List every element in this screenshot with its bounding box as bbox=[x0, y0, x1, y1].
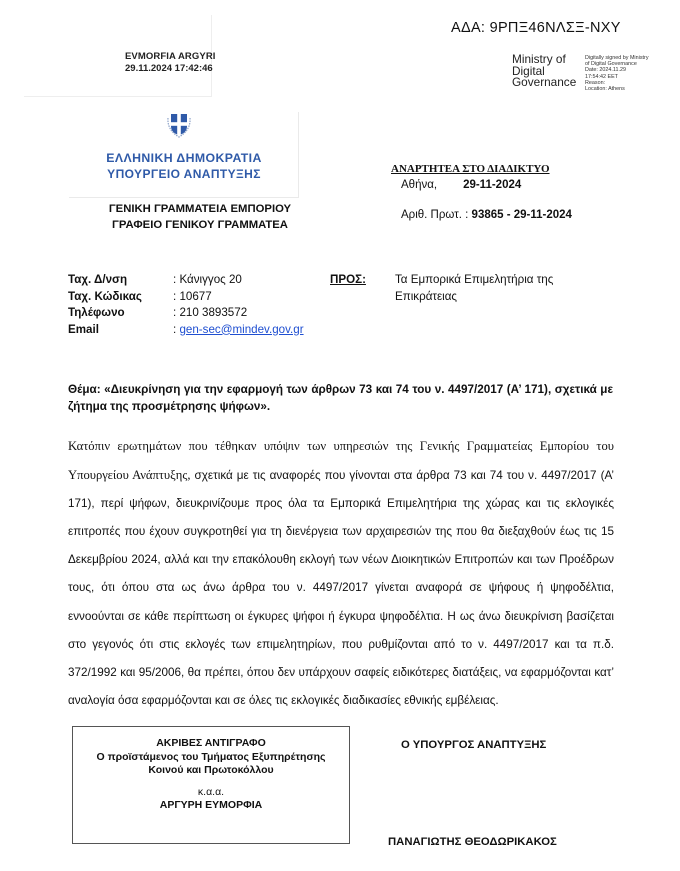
sig-detail-line: 17:54:42 EET bbox=[585, 73, 618, 80]
certified-copy-box bbox=[72, 726, 350, 844]
email-link[interactable]: gen-sec@mindev.gov.gr bbox=[179, 322, 304, 336]
body-main: σχετικά με τις αναφορές που γίνονται στα άρθρα 73 και 74 του ν. 4497/2017 (Α’ 171), περί ψήφων, διευκρινίζουμε προς όλα τα Εμπορικά Επιμελητήρια της χώρας και τις εκλογικές επιτροπές που έχουν συγκροτηθεί για τη διενέργεια των αρχαιρεσιών της που θα διεξαχθούν έως τις 15 Δεκεμβρίου 2024, αλλά και την επακόλουθη εκλογή των νέων Διοικητικών Επιτροπών και των Προέδρων τους, ότι όπου στα ως άνω άρθρα του ν. 4497/2017 γίνεται αναφορά σε ψήφους ή ψηφοδέλτια, εννοούνται σε κάθε περίπτωση οι έγκυρες ψήφοι ή έγκυρα ψηφοδέλτια. Η ως άνω διευκρίνιση βασίζεται στο γεγονός ότι στις εκλογές των επιμελητηρίων, που ρυθμίζονται από το ν. 4497/2017 και τα π.δ. 372/1992 και 95/2006, θα πρέπει, όπου δεν υπάρχουν σαφείς ειδικότερες διατάξεις, να εφαρμόζονται κατ’ αναλογία όσα εφαρμόζονται και σε όλες τις εκλογικές διαδικασίες εθνικής εμβέλειας. bbox=[68, 469, 614, 707]
logo-country-name: ΕΛΛΗΝΙΚΗ ΔΗΜΟΚΡΑΤΙΑ bbox=[106, 151, 262, 165]
greek-coat-of-arms-icon bbox=[164, 108, 194, 140]
place-date bbox=[401, 179, 521, 191]
contact-value: : Κάνιγγος 20 bbox=[173, 273, 242, 286]
contact-label: Ταχ. Κώδικας bbox=[68, 289, 142, 303]
document-date: 29-11-2024 bbox=[463, 179, 522, 191]
ada-code: ΑΔΑ: 9ΡΠΞ46ΝΛΣΞ-ΝΧΥ bbox=[451, 20, 621, 36]
certified-copy-name: ΑΡΓΥΡΗ ΕΥΜΟΡΦΙΑ bbox=[159, 799, 263, 811]
sig-detail-line: Reason: bbox=[585, 79, 606, 86]
certified-copy-kaa: κ.α.α. bbox=[197, 786, 225, 798]
place: Αθήνα, bbox=[401, 179, 438, 191]
digital-signature-org bbox=[512, 54, 576, 89]
contact-label: Τηλέφωνο bbox=[68, 306, 125, 319]
sig-detail-line: Location: Athens bbox=[585, 86, 625, 93]
logo-ministry-name: ΥΠΟΥΡΓΕΙΟ ΑΝΑΠΤΥΞΗΣ bbox=[107, 167, 261, 181]
contact-value: : 10677 bbox=[173, 289, 212, 303]
contact-block bbox=[68, 272, 304, 338]
sig-org-line: Governance bbox=[512, 75, 577, 89]
certified-copy-role: Ο προϊστάμενος του Τμήματος Εξυπηρέτησης bbox=[96, 751, 326, 763]
digital-signature-details bbox=[585, 55, 649, 92]
sig-org-line: Ministry of bbox=[512, 52, 566, 66]
contact-row-postcode bbox=[68, 289, 304, 306]
recipient-label: ΠΡΟΣ: bbox=[330, 273, 366, 286]
stamp-signer-name: EVMORFIA ARGYRI bbox=[125, 51, 216, 62]
contact-row-email bbox=[68, 322, 304, 339]
sig-detail-line: of Digital Governance bbox=[585, 61, 637, 68]
body-paragraph bbox=[68, 432, 614, 715]
email-link[interactable]: : bbox=[173, 322, 180, 336]
certified-copy-title: ΑΚΡΙΒΕΣ ΑΝΤΙΓΡΑΦΟ bbox=[156, 737, 266, 749]
protocol-value: 93865 - 29-11-2024 bbox=[471, 209, 572, 221]
certified-copy-role: Κοινού και Πρωτοκόλλου bbox=[148, 764, 274, 776]
protocol-label: Αριθ. Πρωτ. : bbox=[401, 209, 472, 221]
protocol-number bbox=[401, 209, 572, 221]
contact-value: : 210 3893572 bbox=[173, 306, 248, 319]
post-online-label: ΑΝΑΡΤΗΤΕΑ ΣΤΟ ΔΙΑΔΙΚΤΥΟ bbox=[391, 163, 550, 175]
recipient-value: Τα Εμπορικά Επιμελητήρια της Επικράτειας bbox=[395, 273, 554, 303]
department-name: ΓΕΝΙΚΗ ΓΡΑΜΜΑΤΕΙΑ ΕΜΠΟΡΙΟΥ bbox=[108, 203, 292, 215]
contact-value bbox=[173, 322, 304, 339]
sig-org-line: Digital bbox=[512, 63, 545, 78]
office-name: ΓΡΑΦΕΙΟ ΓΕΝΙΚΟΥ ΓΡΑΜΜΑΤΕΑ bbox=[112, 219, 288, 231]
signatory-title: Ο ΥΠΟΥΡΓΟΣ ΑΝΑΠΤΥΞΗΣ bbox=[401, 739, 547, 751]
stamp-datetime: 29.11.2024 17:42:46 bbox=[125, 63, 213, 74]
contact-label: Ταχ. Δ/νση bbox=[68, 273, 128, 286]
signatory-name: ΠΑΝΑΓΙΩΤΗΣ ΘΕΟΔΩΡΙΚΑΚΟΣ bbox=[388, 836, 557, 848]
contact-row-phone bbox=[68, 305, 304, 322]
sig-detail-line: Digitally signed by Ministry bbox=[585, 55, 649, 61]
sig-detail-line: Date: 2024.11.29 bbox=[585, 67, 626, 74]
contact-row-address bbox=[68, 272, 304, 289]
body-intro: Κατόπιν ερωτημάτων που τέθηκαν υπόψιν των υπηρεσιών της Γενικής Γραμματείας Εμπορίου του Υπουργείου Ανάπτυξης, bbox=[68, 439, 614, 483]
subject-line: Θέμα: «Διευκρίνηση για την εφαρμογή των άρθρων 73 και 74 του ν. 4497/2017 (Α’ 171), σχετικά με ζήτημα της προσμέτρησης ψήφων». bbox=[68, 383, 613, 413]
contact-label: Email bbox=[68, 322, 99, 336]
